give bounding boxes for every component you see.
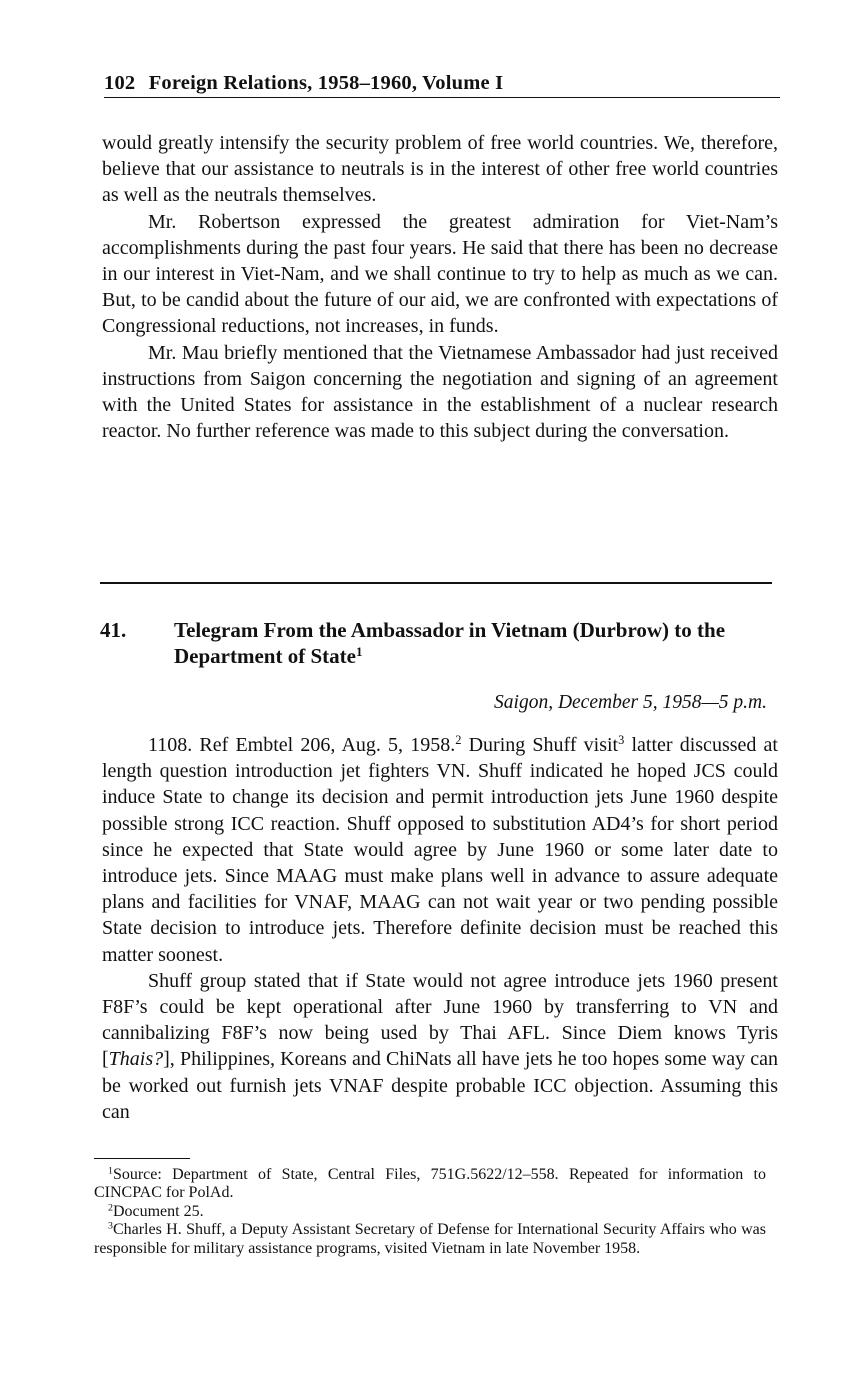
paragraph [102,732,778,968]
footnote-marker: 2 [108,1202,113,1214]
page-number: 102 [104,72,136,94]
paragraph: Mr. Mau briefly mentioned that the Vietnamese Ambassador had just received instructions from Saigon concerning the negotiation and signing of an agreement with the United States for assistance in the establishment of a nuclear research reactor. No further reference was made to this subject during the conversation. [102,341,778,443]
paragraph [102,968,778,1125]
text-run: ], Philippines, Koreans and ChiNats all have jets he too hopes some way can be worked out furnish jets VNAF despite probable ICC objection. Assuming this can [102,1048,778,1123]
paragraph: Mr. Robertson expressed the greatest admiration for Viet-Nam’s accomplishments during the past four years. He said that there has been no decrease in our interest in Viet-Nam, and we shall continue to try to help as much as we can. But, to be candid about the future of our aid, we are confronted with expectations of Congressional reductions, not increases, in funds. [102,210,778,338]
text-run: During Shuff visit [461,734,619,756]
telegram-text [102,732,778,1125]
footnotes [94,1166,766,1258]
document-title [174,617,774,669]
text-run: 1108. Ref Embtel 206, Aug. 5, 1958. [148,734,456,756]
footnote-text: Document 25. [112,1202,204,1220]
running-header [104,72,780,98]
running-title: Foreign Relations, 1958–1960, Volume I [148,72,504,94]
text-run: Shuff group stated that if State would not agree introduce jets 1960 present F8F’s could be kept operational after June 1960 by transferring to VN and cannibalizing F8F’s now being used by Thai AFL. Since Diem knows Tyris [ [102,969,778,1071]
footnote-divider [94,1158,190,1159]
footnote-ref: 3 [618,733,625,748]
text-run: latter discussed at length question introduction jet fighters VN. Shuff indicated he hoped JCS could induce State to change its decision and permit introduction jets June 1960 despite possible strong ICC reaction. Shuff opposed to substitution AD4’s for short period since he expected that State would agree by June 1960 or some later date to introduce jets. Since MAAG must make plans well in advance to assure adequate plans and facilities for VNAF, MAAG can not wait year or two pending possible State decision to introduce jets. Therefore definite decision must be reached this matter soonest. [102,734,778,966]
footnote-ref: 2 [455,733,462,748]
footnote-text: Source: Department of State, Central Files, 751G.5622/12–558. Repeated for information to CINCPAC for PolAd. [94,1166,766,1202]
footnote-marker: 1 [108,1165,113,1177]
document-title-text: Telegram From the Ambassador in Vietnam (Durbrow) to the Department of State [174,618,726,668]
footnote-marker: 3 [108,1220,113,1232]
section-divider [100,582,772,584]
dateline: Saigon, December 5, 1958—5 p.m. [494,692,767,713]
italic-text: Thais? [108,1048,164,1071]
footnote [94,1221,766,1258]
footnote [94,1203,766,1221]
footnote [94,1166,766,1203]
continuation-text [102,130,778,444]
footnote-text: Charles H. Shuff, a Deputy Assistant Secretary of Defense for International Security Affairs who was responsible for military assistance programs, visited Vietnam in late November 1958. [94,1221,766,1257]
paragraph: would greatly intensify the security problem of free world countries. We, therefore, believe that our assistance to neutrals is in the interest of other free world countries as well as the neutrals themselves. [102,132,778,207]
footnote-ref: 1 [355,643,363,659]
document-number: 41. [100,618,127,642]
